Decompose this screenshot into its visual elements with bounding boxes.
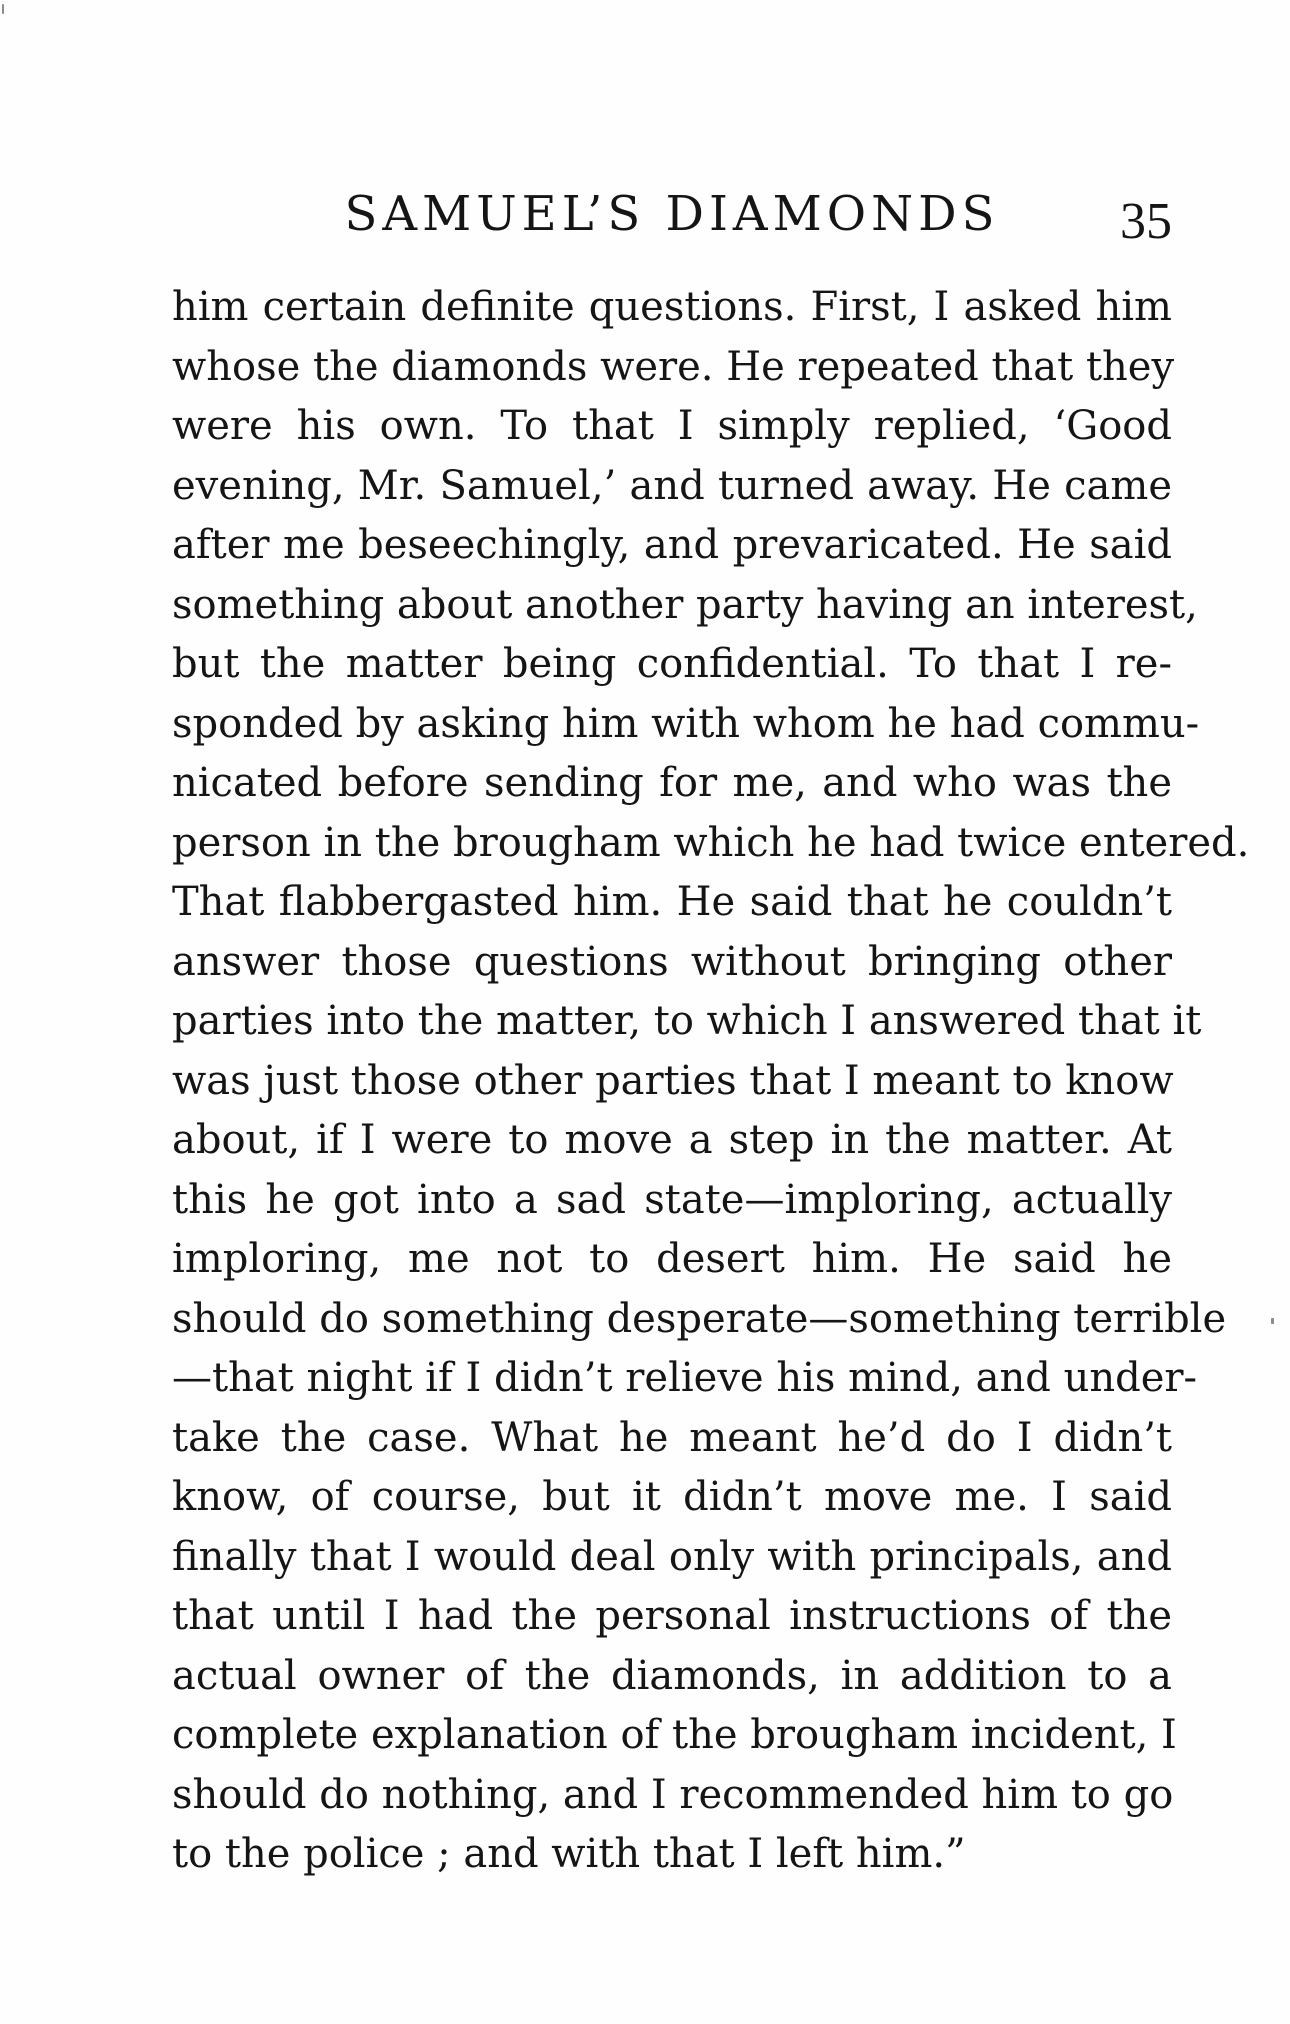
text-line: take the case. What he meant he’d do I didn’t [172,1414,1172,1461]
text-line: was just those other parties that I meant to know [172,1057,1174,1104]
text-line: but the matter being confidential. To that I re- [172,641,1172,687]
text-line: about, if I were to move a step in the matter. At [172,1117,1172,1163]
text-line: nicated before sending for me, and who was the [172,760,1172,806]
text-line-last: to the police ; and with that I left him.” [172,1831,966,1877]
running-head [172,182,1172,250]
text-line: —that night if I didn’t relieve his mind, and under- [172,1355,1197,1401]
text-line: parties into the matter, to which I answered that it [172,998,1202,1044]
page-number: 35 [1120,193,1172,250]
text-line: complete explanation of the brougham incident, I [172,1712,1177,1758]
text-line: this he got into a sad state—imploring, actually [172,1176,1172,1223]
text-line: answer those questions without bringing other [172,938,1172,985]
text-line: whose the diamonds were. He repeated that they [172,343,1175,390]
text-line: should do nothing, and I recommended him to go [172,1771,1174,1818]
running-title: SAMUEL’S DIAMONDS [344,186,1000,242]
text-line: after me beseechingly, and prevaricated. He said [172,522,1172,568]
text-line: were his own. To that I simply replied, ‘Good [172,403,1172,449]
text-line: evening, Mr. Samuel,’ and turned away. He came [172,462,1172,509]
text-line: should do something desperate—something terrible [172,1295,1227,1342]
text-line: finally that I would deal only with principals, and [172,1533,1172,1580]
scan-speck [1271,1318,1274,1324]
text-line: imploring, me not to desert him. He said he [172,1236,1172,1282]
text-line: actual owner of the diamonds, in addition to a [172,1652,1172,1699]
text-line: person in the brougham which he had twice entered. [172,819,1250,866]
text-line: him certain definite questions. First, I asked him [172,284,1172,330]
text-line: sponded by asking him with whom he had commu- [172,700,1200,747]
body-text [172,278,1250,1885]
text-line: that until I had the personal instructions of the [172,1593,1172,1639]
text-line: know, of course, but it didn’t move me. I said [172,1474,1172,1520]
text-line: something about another party having an interest, [172,581,1198,628]
scan-speck [2,4,4,14]
text-line: That flabbergasted him. He said that he couldn’t [172,879,1172,925]
